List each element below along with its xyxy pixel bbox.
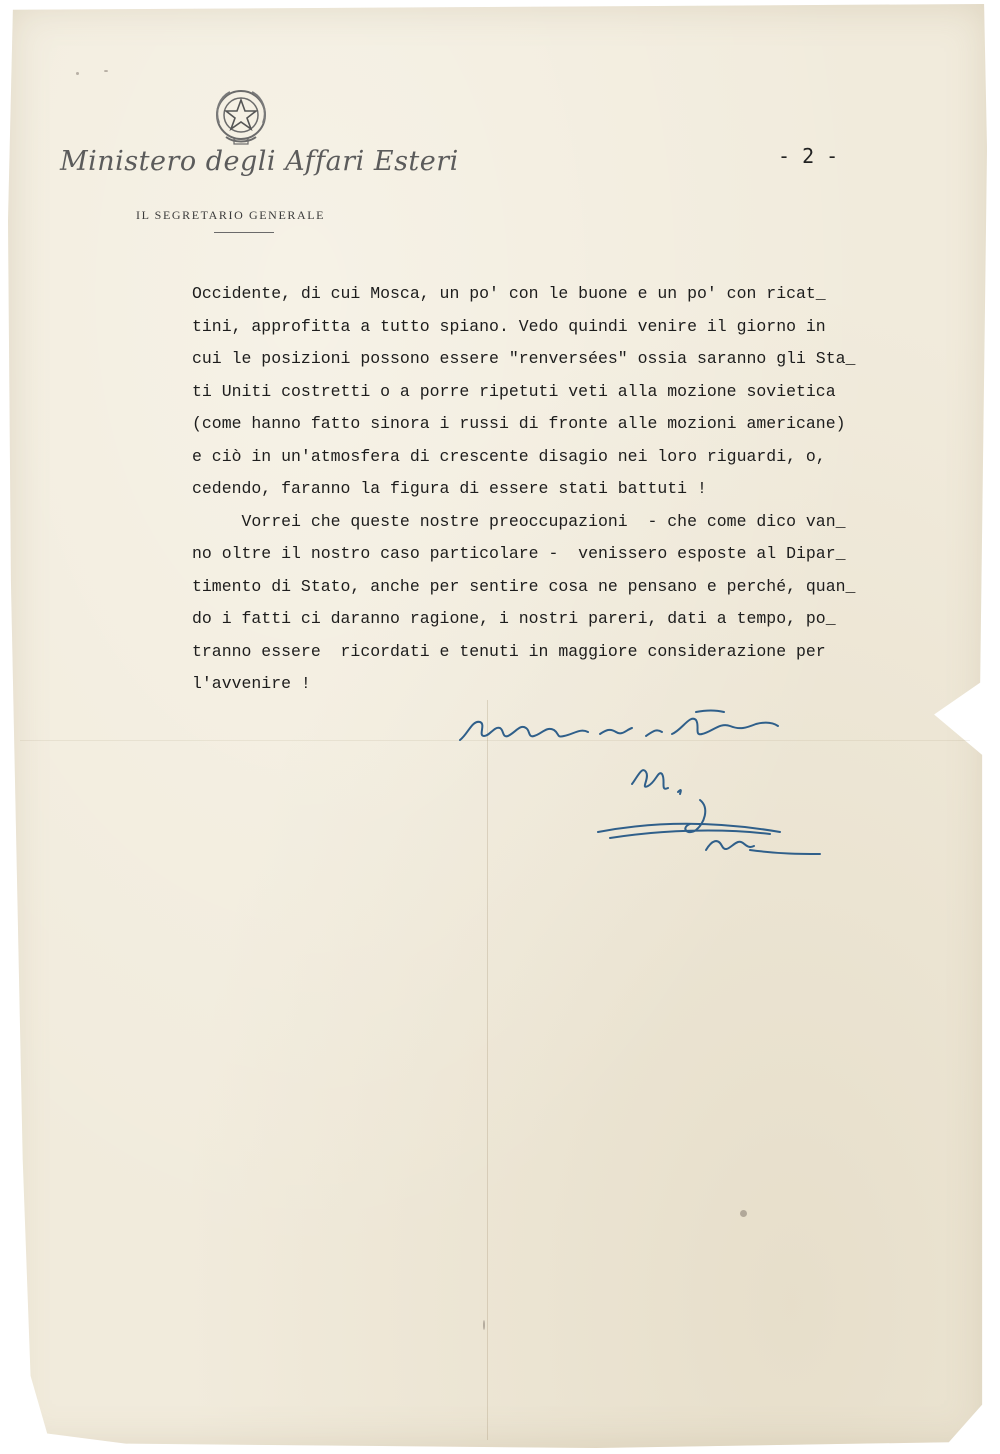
body-line: l'avvenire ! xyxy=(192,674,311,693)
body-line: e ciò in un'atmosfera di crescente disagio nei loro riguardi, o, xyxy=(192,446,826,466)
body-line: ti Uniti costretti o a porre ripetuti veti alla mozione sovietica xyxy=(192,381,836,401)
body-line: timento di Stato, anche per sentire cosa ne pensano e perché, quan_ xyxy=(192,576,856,596)
italian-republic-emblem-icon xyxy=(210,85,272,147)
ministry-letterhead: Ministero degli Affari Esteri xyxy=(60,146,459,177)
body-line: tini, approfitta a tutto spiano. Vedo quindi venire il giorno in xyxy=(192,316,826,336)
body-line: cedendo, faranno la figura di essere stati battuti ! xyxy=(192,479,707,498)
handwritten-annotation xyxy=(450,700,830,870)
office-heading: IL SEGRETARIO GENERALE xyxy=(136,208,326,222)
letter-body xyxy=(192,278,972,701)
letterhead-rule xyxy=(214,232,274,233)
page-number: - 2 - xyxy=(778,144,839,168)
body-line: Occidente, di cui Mosca, un po' con le buone e un po' con ricat_ xyxy=(192,284,826,303)
body-line: tranno essere ricordati e tenuti in maggiore considerazione per xyxy=(192,641,826,661)
body-line: no oltre il nostro caso particolare - venissero esposte al Dipar_ xyxy=(192,544,846,563)
body-line: (come hanno fatto sinora i russi di fronte alle mozioni americane) xyxy=(192,414,846,433)
body-line: cui le posizioni possono essere "renversées" ossia saranno gli Sta_ xyxy=(192,349,856,368)
body-line: Vorrei che queste nostre preoccupazioni - che come dico van_ xyxy=(192,511,846,531)
handwriting-strokes xyxy=(460,711,820,855)
body-line: do i fatti ci daranno ragione, i nostri pareri, dati a tempo, po_ xyxy=(192,609,836,628)
